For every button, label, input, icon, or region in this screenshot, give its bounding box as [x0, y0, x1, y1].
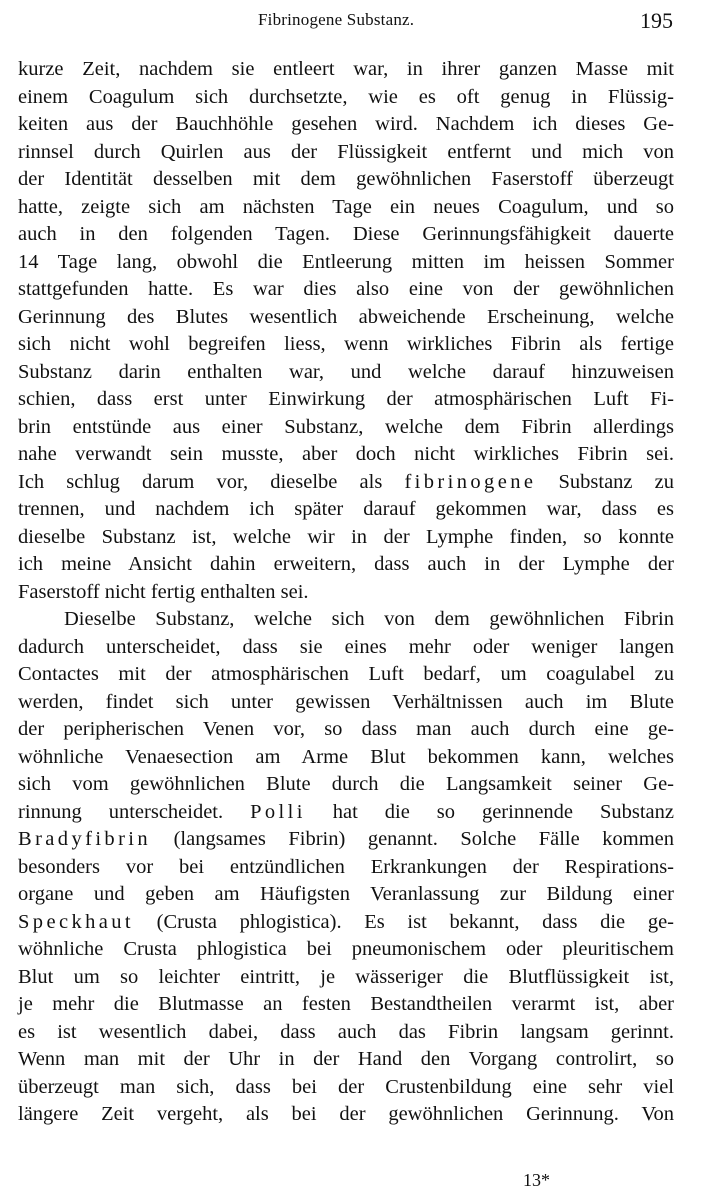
text-line: je mehr die Blutmasse an festen Bestandtheilen verarmt ist, aber	[18, 993, 674, 1015]
page-number: 195	[640, 8, 673, 33]
text-line	[18, 826, 674, 854]
text-line	[18, 799, 674, 827]
text-line: schien, dass erst unter Einwirkung der atmosphärischen Luft Fi-	[18, 388, 674, 410]
text-line: 14 Tage lang, obwohl die Entleerung mitten im heissen Sommer	[18, 250, 674, 273]
text-line: keiten aus der Bauchhöhle gesehen wird. Nachdem ich dieses Ge-	[18, 113, 674, 135]
spaced-name-polli: Polli	[250, 800, 306, 823]
text-line: werden, findet sich unter gewissen Verhältnissen auch im Blute	[18, 690, 674, 713]
text-line: Dieselbe Substanz, welche sich von dem gewöhnlichen Fibrin	[64, 608, 674, 630]
text-line: längere Zeit vergeht, als bei der gewöhnlichen Gerinnung. Von	[18, 1103, 674, 1125]
printer-signature-mark: 13*	[523, 1170, 550, 1190]
text-run: Substanz zu	[536, 470, 674, 493]
text-line: der Identität desselben mit dem gewöhnlichen Faserstoff überzeugt	[18, 168, 674, 190]
text-line: sich nicht wohl begreifen liess, wenn wirkliches Fibrin als fertige	[18, 333, 674, 355]
text-line: Faserstoff nicht fertig enthalten sei.	[18, 580, 309, 603]
text-line: sich vom gewöhnlichen Blute durch die Langsamkeit seiner Ge-	[18, 773, 674, 795]
text-line: brin entstünde aus einer Substanz, welche dem Fibrin allerdings	[18, 415, 674, 438]
text-run: Ich schlug darum vor, dieselbe als	[18, 470, 405, 493]
text-line	[18, 469, 674, 497]
text-line: Blut um so leichter eintritt, je wässeriger die Blutflüssigkeit ist,	[18, 965, 674, 988]
text-run: rinnung unterscheidet.	[18, 800, 251, 823]
text-line: überzeugt man sich, dass bei der Crustenbildung eine sehr viel	[18, 1075, 674, 1098]
text-line: einem Coagulum sich durchsetzte, wie es oft genug in Flüssig-	[18, 85, 674, 108]
text-line: Gerinnung des Blutes wesentlich abweichende Erscheinung, welche	[18, 305, 674, 328]
text-line: dieselbe Substanz ist, welche wir in der Lymphe finden, so konnte	[18, 525, 674, 548]
running-head: Fibrinogene Substanz.	[258, 10, 415, 29]
text-line: dadurch unterscheidet, dass sie eines mehr oder weniger langen	[18, 635, 674, 658]
text-line: stattgefunden hatte. Es war dies also eine von der gewöhnlichen	[18, 278, 674, 300]
text-line: rinnsel durch Quirlen aus der Flüssigkeit entfernt und mich von	[18, 140, 674, 163]
text-line: Wenn man mit der Uhr in der Hand den Vorgang controlirt, so	[18, 1048, 674, 1070]
text-line: trennen, und nachdem ich später darauf gekommen war, dass es	[18, 498, 674, 520]
text-line: ich meine Ansicht dahin erweitern, dass auch in der Lymphe der	[18, 553, 674, 575]
text-line: wöhnliche Crusta phlogistica bei pneumonischem oder pleuritischem	[18, 938, 674, 960]
text-line: hatte, zeigte sich am nächsten Tage ein neues Coagulum, und so	[18, 195, 674, 218]
text-line: Substanz darin enthalten war, und welche darauf hinzuweisen	[18, 360, 674, 383]
text-line: kurze Zeit, nachdem sie entleert war, in ihrer ganzen Masse mit	[18, 58, 674, 80]
text-line: es ist wesentlich dabei, dass auch das Fibrin langsam gerinnt.	[18, 1020, 674, 1043]
text-line: auch in den folgenden Tagen. Diese Gerinnungsfähigkeit dauerte	[18, 223, 674, 245]
text-line: organe und geben am Häufigsten Veranlassung zur Bildung einer	[18, 883, 674, 905]
text-line	[18, 909, 674, 937]
text-line: der peripherischen Venen vor, so dass man auch durch eine ge-	[18, 718, 674, 740]
text-line: wöhnliche Venaesection am Arme Blut bekommen kann, welches	[18, 745, 674, 768]
text-line: Contactes mit der atmosphärischen Luft bedarf, um coagulabel zu	[18, 663, 674, 685]
text-run: hat die so gerinnende Substanz	[305, 800, 674, 823]
spaced-term-speckhaut: Speckhaut	[18, 910, 134, 933]
page-header	[0, 6, 708, 36]
spaced-term-fibrinogene: fibrinogene	[404, 470, 537, 493]
body-text	[18, 56, 674, 1129]
text-run: (Crusta phlogistica). Es ist bekannt, dass die ge-	[134, 910, 674, 933]
text-line: besonders vor bei entzündlichen Erkrankungen der Respirations-	[18, 855, 674, 878]
text-line: nahe verwandt sein musste, aber doch nicht wirkliches Fibrin sei.	[18, 443, 674, 465]
text-run: (langsames Fibrin) genannt. Solche Fälle kommen	[151, 828, 674, 850]
spaced-term-bradyfibrin: Bradyfibrin	[18, 828, 152, 850]
